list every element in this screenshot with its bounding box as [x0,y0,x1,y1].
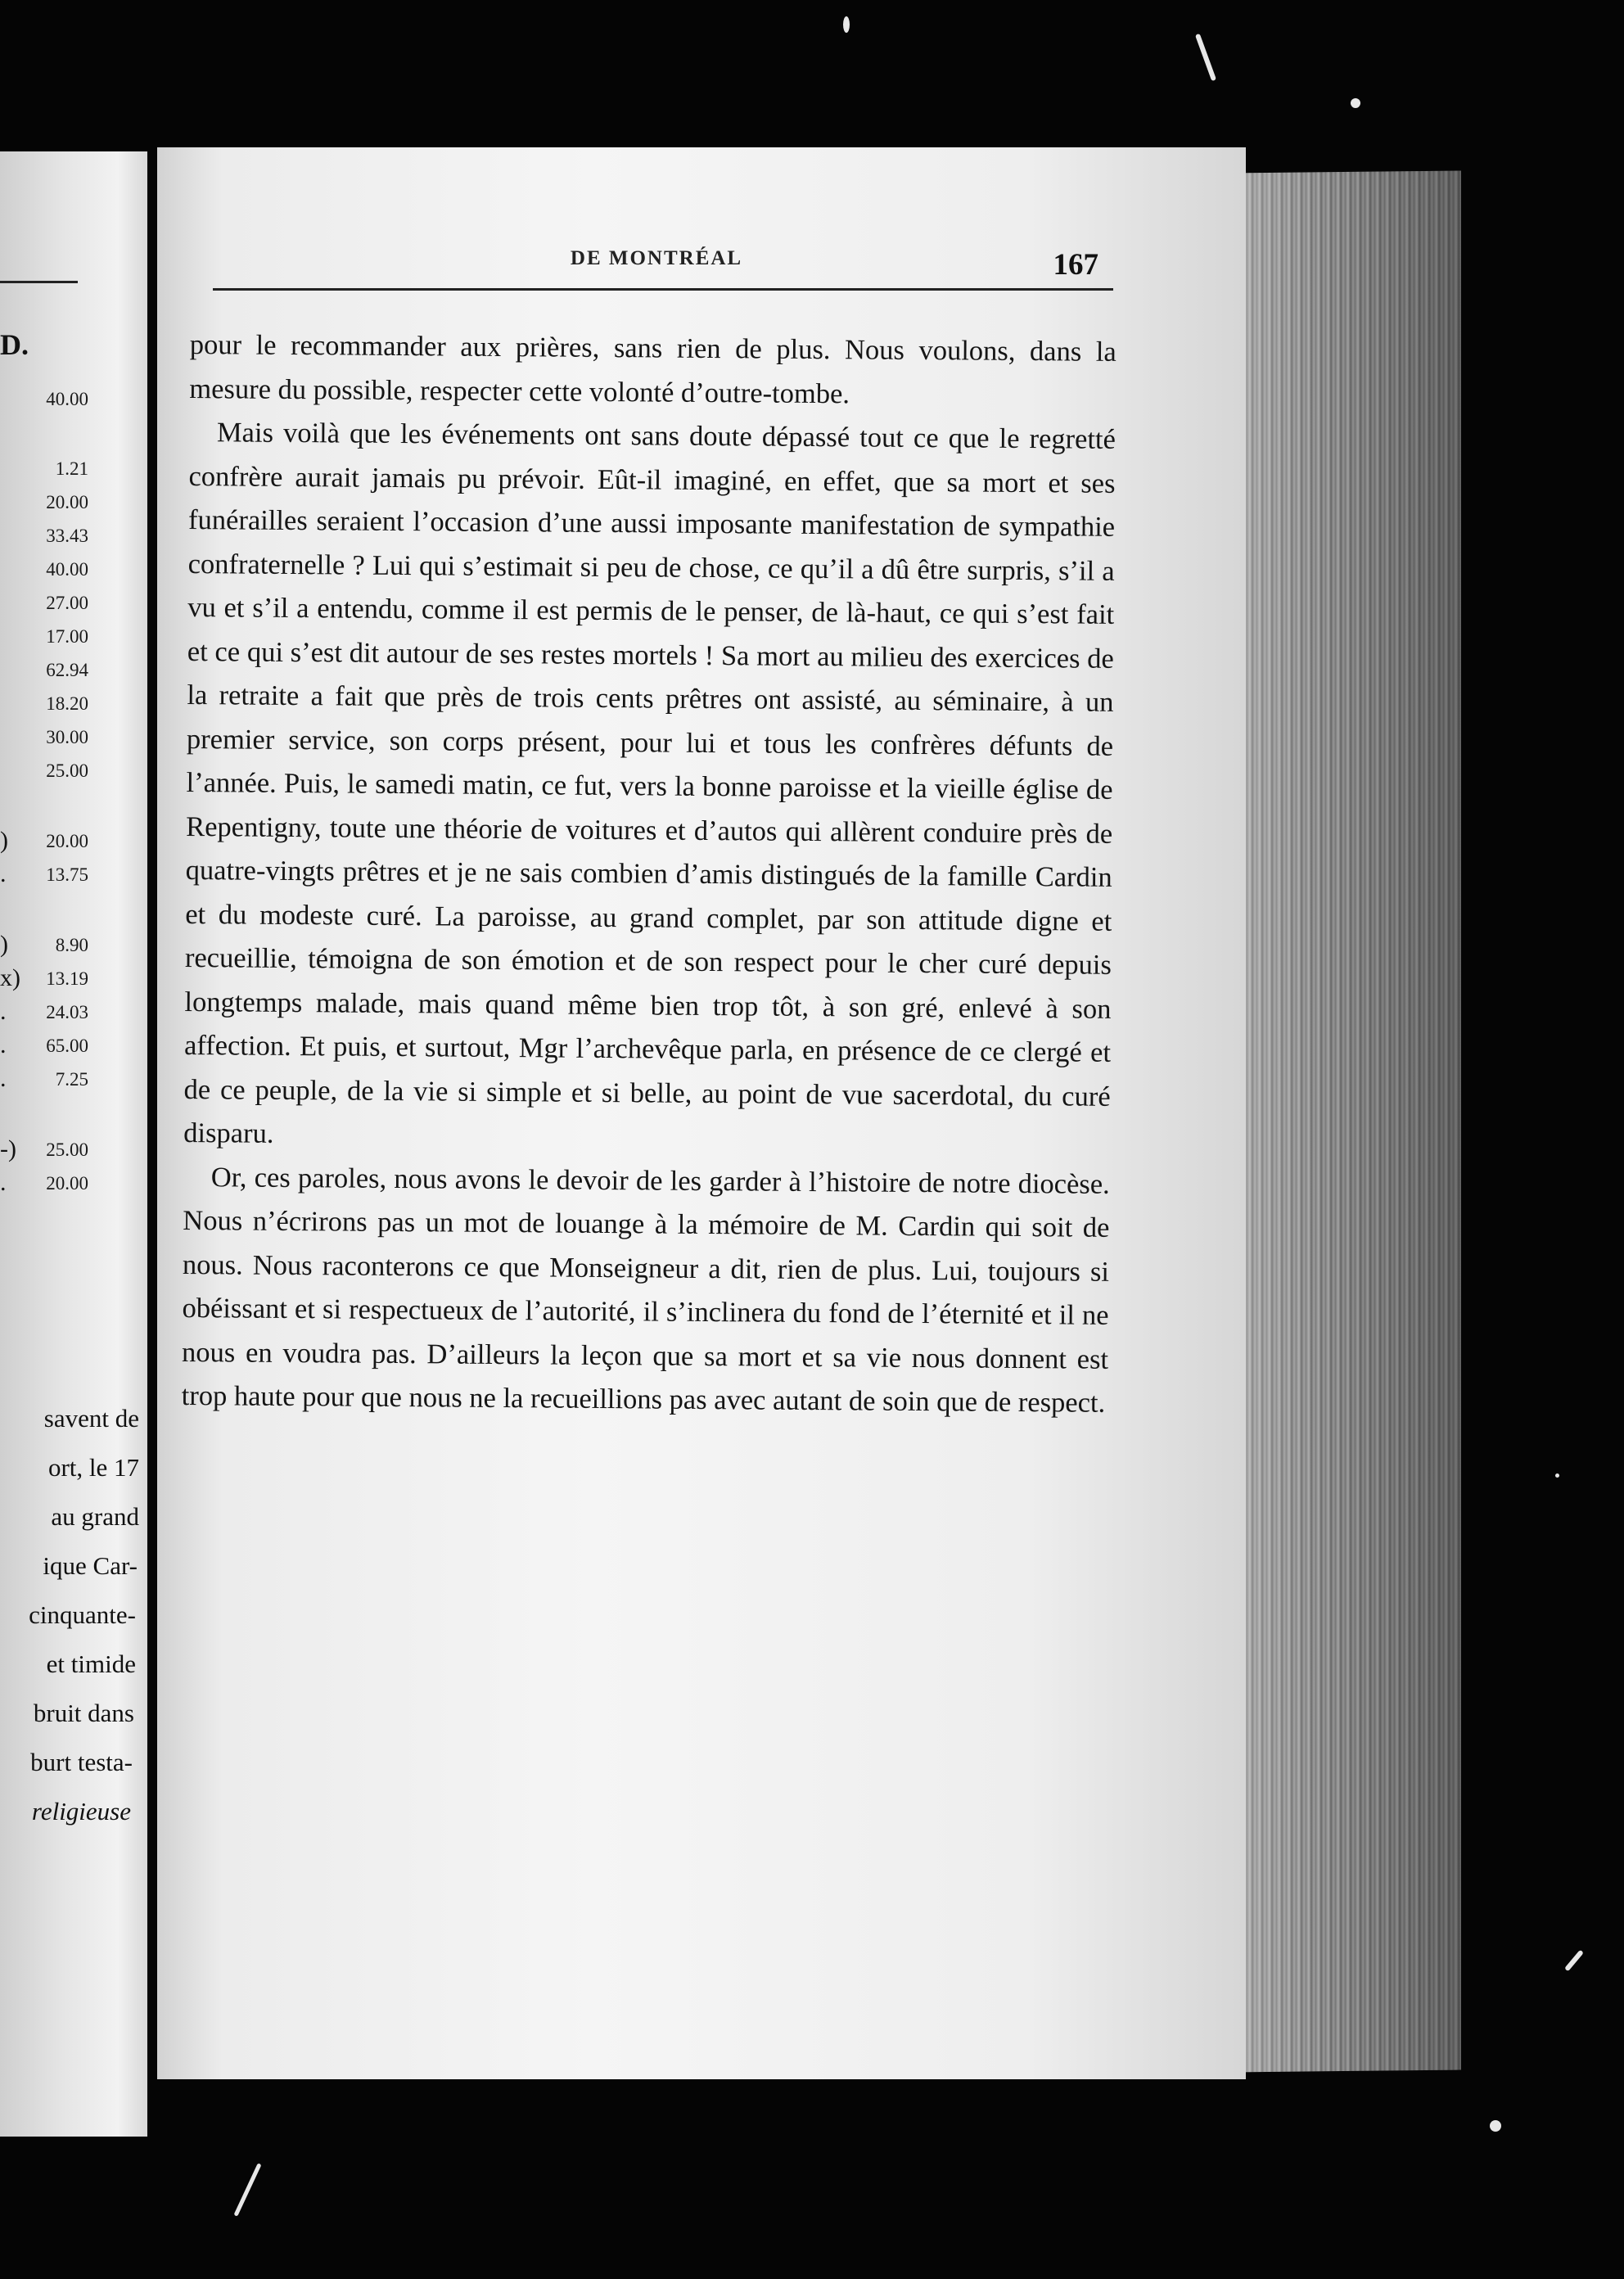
left-page-fragment: ) [0,931,8,958]
left-page-text-fragment: au grand [51,1502,139,1531]
left-facing-page [0,151,147,2137]
left-page-amount: 30.00 [46,727,88,747]
left-page-amount: 40.00 [46,559,88,580]
paragraph: pour le recommander aux prières, sans rien de plus. Nous voulons, dans la mesure du possible, respecter cette volonté d’outre-tombe. [189,328,1116,409]
left-page-amount: 20.00 [46,492,88,512]
film-speck [1555,1473,1559,1478]
left-page-amount: 20.00 [46,1173,88,1194]
page-number: 167 [1053,248,1098,282]
left-page-text-fragment: et timide [46,1649,136,1678]
running-head: DE MONTRÉAL [570,247,743,269]
left-page-fragment: . [0,1065,7,1092]
header-rule [213,288,1113,291]
left-page-amount: 13.75 [46,864,88,885]
left-page-amount: 24.03 [46,1002,88,1022]
left-page-fragment: -) [0,1135,16,1162]
left-page-amount: 17.00 [46,626,88,647]
left-page-fragment: . [0,998,7,1025]
left-page-fragment: x) [0,964,20,991]
left-page-fragment: . [0,1169,7,1196]
left-page-amount: 65.00 [46,1036,88,1056]
left-page-text-fragment: burt testa- [30,1748,133,1776]
left-page-amount: 25.00 [46,1140,88,1160]
left-page-text-fragment: religieuse [31,1797,131,1825]
left-page-amount: 13.19 [46,968,88,989]
left-page-amount: 18.20 [46,693,88,714]
film-speck [843,16,850,33]
left-page-text-fragment: ique Car- [43,1551,138,1580]
left-page-text-fragment: bruit dans [33,1699,134,1727]
left-page-text-fragment: ort, le 17 [47,1453,139,1482]
paragraph: Mais voilà que les événements ont sans doute dépassé tout ce que le regretté confrère aurait jamais pu prévoir. Eût-il imaginé, en effet, que sa mort et ses funérailles seraient l’occasion d’une aussi imposante manifestation de sympathie confraternelle ? Lui qui s’estimait si peu de chose, ce qu’il a dû être surpris, s’il a vu et s’il a entendu, comme il est permis de le penser, de là-haut, ce qui s’est fait et ce qui s’est dit autour de ses restes mortels ! Sa mort au milieu des exercices de la retraite a fait que près de trois cents prêtres ont assisté, au séminaire, à un premier service, son corps présent, pour lui et tous les confrères défunts de l’année. Puis, le samedi matin, ce fut, vers la bonne paroisse et la vieille église de Repentigny, toute une théorie de voitures et d’autos qui allèrent conduire près de quatre-vingts prêtres et je ne sais combien d’amis distingués de la famille Cardin et du modeste curé. La paroisse, au grand complet, par son attitude digne et recueillie, témoigna de son émotion et de son respect pour le cher curé depuis longtemps malade, mais quand même bien trop tôt, à son gré, enlevé à son affection. Et puis, et surtout, Mgr l’archevêque parla, en présence de ce clergé et de ce peuple, de la vie si simple et si belle, au point de vue sacerdotal, du curé disparu. [183,417,1116,1149]
left-page-amount: 7.25 [55,1069,88,1090]
left-page-text-fragment: savent de [43,1404,139,1433]
film-speck [1351,98,1360,108]
left-page-amount: 25.00 [46,760,88,781]
left-page-amount: 33.43 [46,526,88,546]
film-speck [1490,2120,1501,2132]
film-scratch [1564,1950,1584,1972]
left-page-heading-fragment: D. [0,328,29,361]
left-page-amount: 20.00 [46,831,88,851]
left-page-fragment: ) [0,827,8,854]
left-page-text-fragment: cinquante- [29,1600,136,1629]
book-page [157,147,1246,2079]
left-page-amount: 27.00 [46,593,88,613]
film-scratch [1195,34,1216,81]
left-page-amount: 40.00 [46,389,88,409]
left-page-rule [0,281,78,283]
left-page-fragment: . [0,1031,7,1058]
left-page-amount: 62.94 [46,660,88,680]
left-page-fragment: . [0,860,7,887]
paragraph: Or, ces paroles, nous avons le devoir de les garder à l’histoire de notre diocèse. Nous n’écrirons pas un mot de louange à la mémoire de M. Cardin qui soit de nous. Nous raconterons ce que Monseigneur a dit, rien de plus. Lui, toujours si obéissant et si respectueux de l’autorité, il s’inclinera du fond de l’éternité et il ne nous en voudra pas. D’ailleurs la leçon que sa mort et sa vie nous donnent est trop haute pour que nous ne la recueillions pas avec autant de soin que de respect. [181,1161,1110,1419]
left-page-amount: 8.90 [55,935,88,955]
book-page-edges-shading [1228,171,1461,2073]
left-page-amount: 1.21 [55,458,88,479]
page-body [181,323,1116,1425]
film-scratch [233,2163,261,2217]
